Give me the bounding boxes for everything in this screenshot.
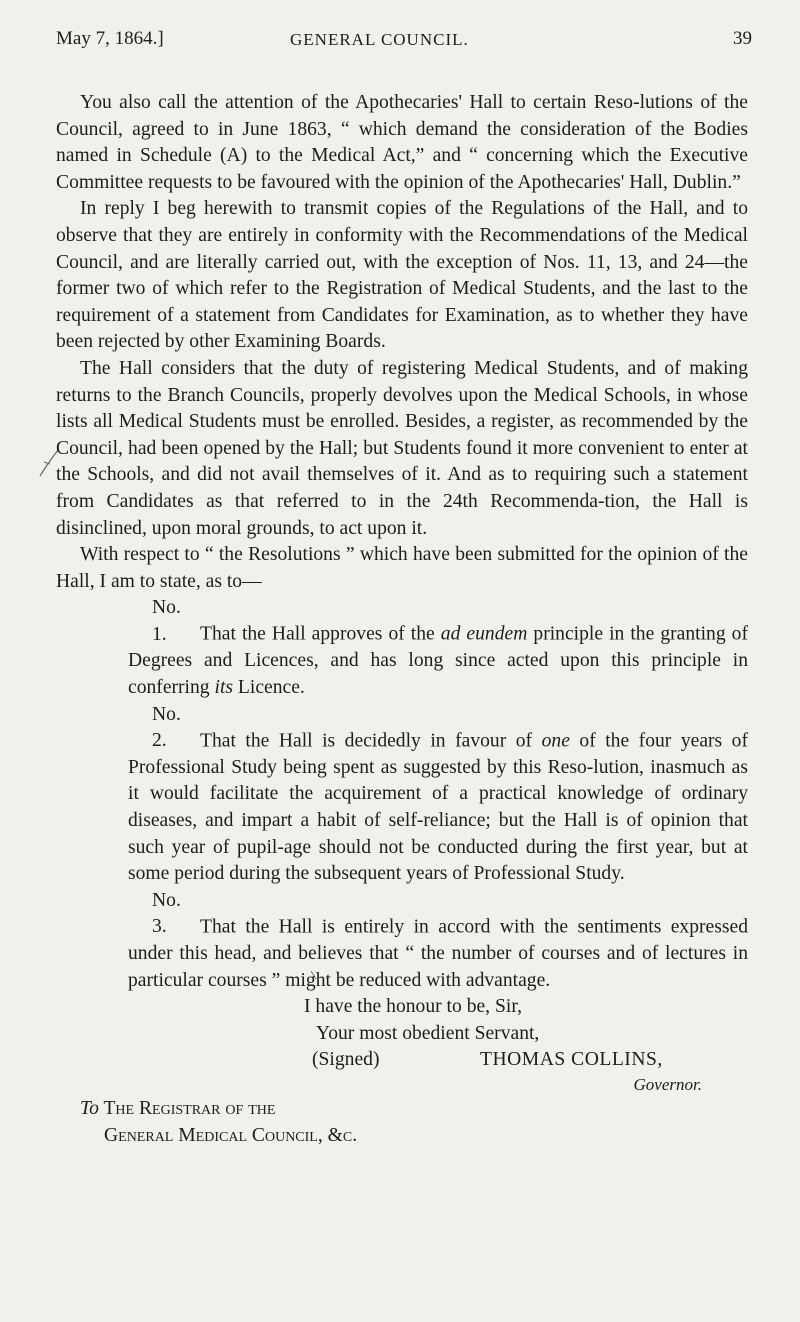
item-text: of the four years of Professional Study being spent as suggested by this Reso-lution, inasmuch as it would facilitate the acquirement of a practical knowledge of ordinary diseases, and impart a habit of self-reliance; but the Hall is of opinion that such year of pupil-age should not be conducted during the first year, but at some period during the subsequent years of Professional Study. bbox=[128, 730, 749, 885]
item-text: That the Hall is entirely in accord with the sentiments expressed under this head, and believes that “ the number of courses and of lectures in particular courses ” might be reduced with advantage. bbox=[128, 916, 748, 991]
closing-line-1: I have the honour to be, Sir, bbox=[304, 996, 522, 1018]
header-title: GENERAL COUNCIL. bbox=[290, 30, 469, 49]
paragraph-3: The Hall considers that the duty of registering Medical Students, and of making returns to the Branch Councils, properly devolves upon the Medical Schools, in whose lists all Medical Students must be enrolled. Besides, a register, as recommended by the Council, had been opened by the Hall; but Students found it more convenient to enter at the Schools, and did not avail themselves of it. And as to requiring such a statement from Candidates as that referred to in the 24th Recommenda-tion, the Hall is disinclined, upon moral grounds, to act upon it. bbox=[56, 357, 748, 539]
resolution-item-3 bbox=[56, 888, 748, 994]
paragraph-4: With respect to “ the Resolutions ” which have been submitted for the opinion of the Hall, I am to state, as to— bbox=[56, 544, 748, 592]
signatory-office: Governor. bbox=[633, 1074, 702, 1094]
header-date: May 7, 1864.] bbox=[56, 28, 164, 49]
item-number: No. 1. bbox=[152, 597, 181, 645]
resolution-item-2 bbox=[56, 702, 748, 888]
letter-body bbox=[56, 90, 748, 1149]
paragraph-1: You also call the attention of the Apothecaries' Hall to certain Reso-lutions of the Council, agreed to in June 1863, “ which demand the consideration of the Bodies named in Schedule (A) to the Medical Act,” and “ concerning which the Executive Committee requests to be favoured with the opinion of the Apothecaries' Hall, Dublin.” bbox=[56, 92, 748, 193]
address-to: To bbox=[80, 1097, 99, 1119]
item-text: Licence. bbox=[233, 677, 305, 699]
signed-label: (Signed) bbox=[312, 1049, 380, 1071]
resolution-item-1 bbox=[56, 595, 748, 701]
item-emphasis: ad eundem bbox=[440, 623, 528, 645]
signatory-name: THOMAS COLLINS, bbox=[480, 1049, 663, 1071]
item-text: That the Hall approves of the bbox=[200, 623, 441, 645]
running-head bbox=[56, 28, 752, 58]
item-text: principle in the granting of Degrees and Licences, and has long since acted upon this principle in conferring bbox=[128, 623, 748, 699]
office-row bbox=[56, 1074, 748, 1096]
closing-line-2: Your most obedient Servant, bbox=[316, 1022, 540, 1044]
address-line-1 bbox=[56, 1096, 748, 1123]
item-emphasis: its bbox=[214, 677, 234, 699]
address-recipient: The Registrar of the bbox=[103, 1097, 276, 1119]
page-number: 39 bbox=[733, 28, 752, 49]
signature-row bbox=[56, 1047, 748, 1074]
item-number: No. 2. bbox=[152, 703, 181, 752]
item-number: No. 3. bbox=[152, 889, 181, 938]
address-line-2: General Medical Council, &c. bbox=[104, 1124, 358, 1146]
item-emphasis: one bbox=[541, 730, 570, 752]
item-text: That the Hall is decidedly in favour of bbox=[200, 730, 542, 752]
paragraph-2: In reply I beg herewith to transmit copies of the Regulations of the Hall, and to observe that they are entirely in conformity with the Recommendations of the Medical Council, and are literally carried out, with the exception of Nos. 11, 13, and 24—the former two of which refer to the Registration of Medical Students, and the last to the requirement of a statement from Candidates for Examination, as to whether they have been rejected by other Examining Boards. bbox=[56, 198, 748, 353]
